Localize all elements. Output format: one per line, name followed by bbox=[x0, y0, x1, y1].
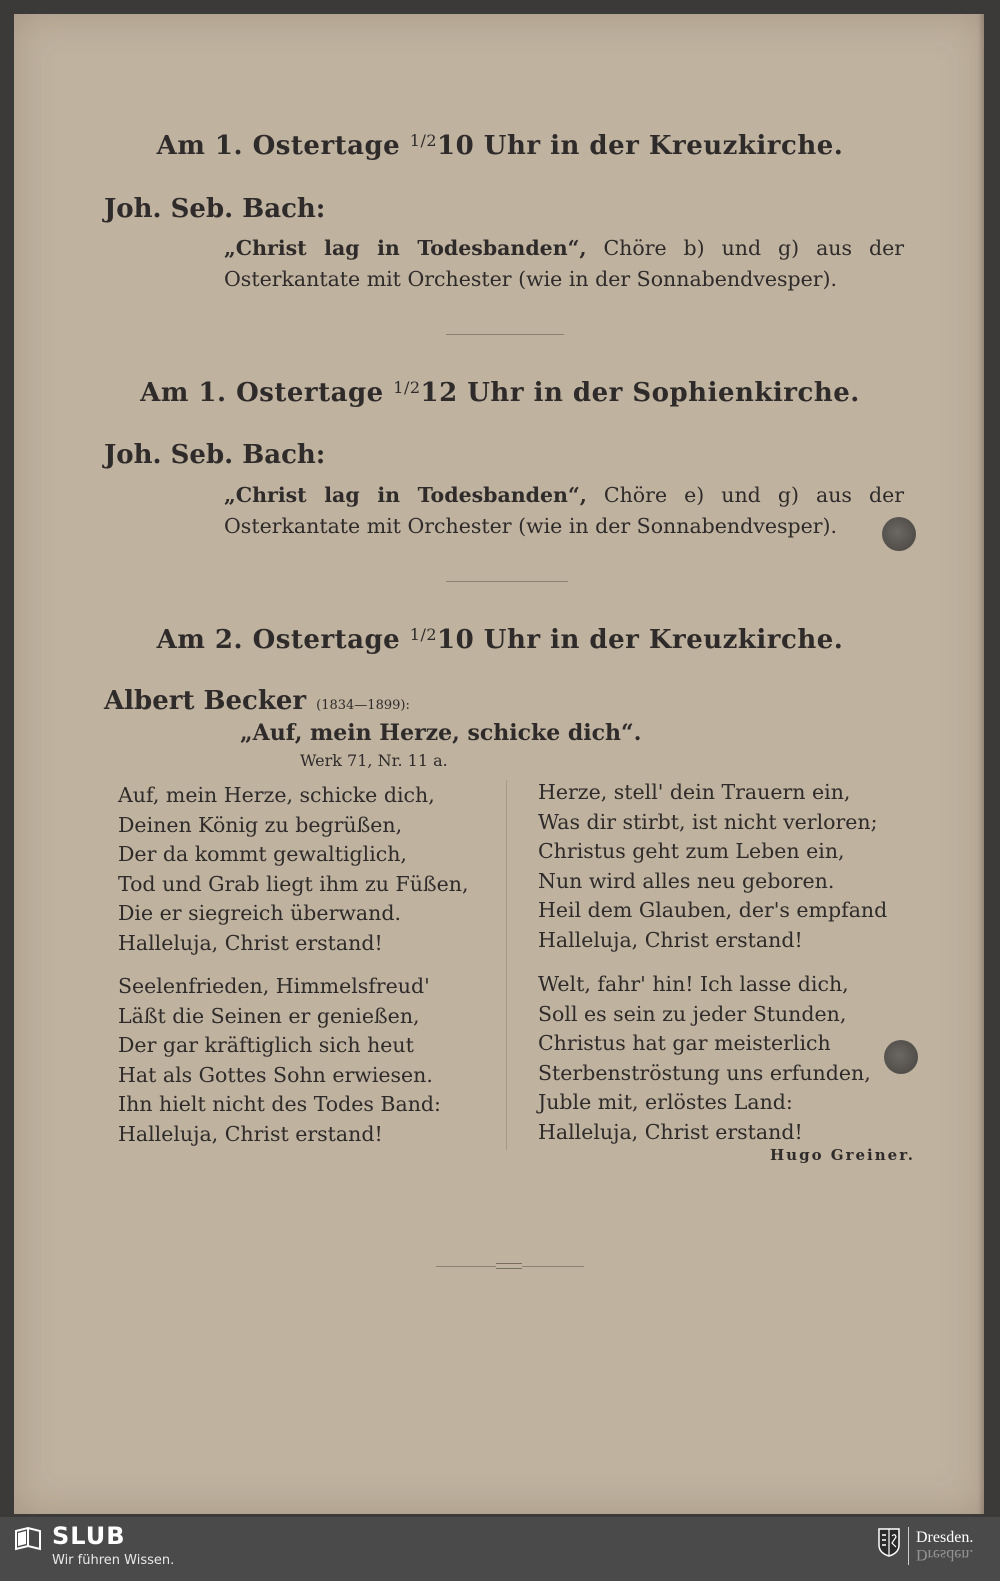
section-1-work-title: „Christ lag in Todesbanden“, bbox=[224, 236, 587, 260]
verse-line: Christus geht zum Leben ein, bbox=[538, 839, 845, 864]
paper-stain bbox=[884, 1040, 918, 1074]
section-divider bbox=[446, 334, 564, 335]
section-3-composer-dates: (1834—1899): bbox=[316, 698, 410, 713]
verse-line: Halleluja, Christ erstand! bbox=[538, 927, 803, 952]
end-ornament bbox=[496, 1263, 522, 1269]
section-1-description bbox=[224, 233, 904, 295]
verse-line: Halleluja, Christ erstand! bbox=[118, 1121, 383, 1146]
section-1-heading-pre: Am 1. Ostertage bbox=[156, 131, 410, 161]
section-3-heading-fraction: 1/2 bbox=[409, 625, 438, 644]
verse-line: Hat als Gottes Sohn erwiesen. bbox=[118, 1062, 433, 1087]
verse-line: Halleluja, Christ erstand! bbox=[118, 930, 383, 955]
verse-line: Ihn hielt nicht des Todes Band: bbox=[118, 1092, 441, 1117]
verse-line: Tod und Grab liegt ihm zu Füßen, bbox=[118, 871, 469, 896]
end-rule-left bbox=[436, 1266, 496, 1267]
verse-line: Halleluja, Christ erstand! bbox=[538, 1119, 803, 1144]
verse-line: Welt, fahr' hin! Ich lasse dich, bbox=[538, 972, 849, 996]
verse-line: Der da kommt gewaltiglich, bbox=[118, 842, 407, 867]
slub-tagline: Wir führen Wissen. bbox=[52, 1553, 175, 1568]
verse-line: Juble mit, erlöstes Land: bbox=[538, 1090, 793, 1115]
section-2-heading-post: 12 Uhr in der Sophienkirche. bbox=[420, 378, 860, 408]
work-number: Werk 71, Nr. 11 a. bbox=[300, 751, 448, 770]
verse-left-1 bbox=[118, 781, 468, 959]
verse-line: Herze, stell' dein Trauern ein, bbox=[538, 780, 851, 804]
dresden-crest-icon bbox=[878, 1527, 900, 1557]
section-3-heading bbox=[0, 625, 1000, 655]
section-1-heading bbox=[0, 131, 1000, 161]
end-rule-right bbox=[522, 1266, 584, 1267]
section-2-work-details: Chöre e) und g) aus der Osterkantate mit Orchester (wie in der Sonnabendvesper). bbox=[224, 483, 905, 538]
verse-line: Sterbenströstung uns erfunden, bbox=[538, 1060, 871, 1085]
verse-line: Auf, mein Herze, schicke dich, bbox=[118, 783, 435, 807]
section-1-work-details: Chöre b) und g) aus der Osterkantate mit Orchester (wie in der Sonnabendvesper). bbox=[224, 236, 905, 291]
verse-line: Heil dem Glauben, der's empfand bbox=[538, 898, 888, 923]
verse-line: Der gar kräftiglich sich heut bbox=[118, 1033, 414, 1058]
section-2-composer: Joh. Seb. Bach: bbox=[104, 440, 326, 470]
section-2-heading-pre: Am 1. Ostertage bbox=[140, 378, 394, 408]
verse-line: Christus hat gar meisterlich bbox=[538, 1031, 831, 1056]
verse-line: Was dir stirbt, ist nicht verloren; bbox=[538, 809, 878, 834]
verse-right-1 bbox=[538, 778, 887, 956]
verse-line: Deinen König zu begrüßen, bbox=[118, 812, 403, 837]
section-3-composer bbox=[104, 686, 410, 716]
dresden-logo-reflection: Dresden. bbox=[916, 1546, 974, 1563]
verse-author: Hugo Greiner. bbox=[770, 1146, 915, 1164]
paper-stain bbox=[882, 517, 916, 551]
footer-bar bbox=[0, 1517, 1000, 1581]
slub-logo-text: SLUB bbox=[52, 1522, 126, 1550]
verse-line: Seelenfrieden, Himmelsfreud' bbox=[118, 974, 430, 998]
footer-divider bbox=[908, 1527, 909, 1565]
section-divider bbox=[446, 581, 568, 582]
verse-right-2 bbox=[538, 970, 871, 1148]
section-2-heading bbox=[0, 378, 1000, 408]
verse-line: Nun wird alles neu geboren. bbox=[538, 868, 835, 893]
verse-line: Die er siegreich überwand. bbox=[118, 901, 401, 926]
verse-line: Läßt die Seinen er genießen, bbox=[118, 1003, 420, 1028]
slub-logo-icon bbox=[14, 1525, 42, 1553]
section-1-heading-post: 10 Uhr in der Kreuzkirche. bbox=[437, 131, 844, 161]
section-3-heading-pre: Am 2. Ostertage bbox=[156, 625, 410, 655]
verse-line: Soll es sein zu jeder Stunden, bbox=[538, 1001, 847, 1026]
section-3-composer-name: Albert Becker bbox=[104, 686, 307, 716]
page-edge-shadow bbox=[978, 14, 984, 1514]
song-title: „Auf, mein Herze, schicke dich“. bbox=[240, 720, 642, 746]
dresden-logo-text: Dresden. bbox=[916, 1529, 974, 1546]
section-2-heading-fraction: 1/2 bbox=[393, 378, 421, 397]
verse-left-2 bbox=[118, 972, 441, 1150]
section-1-heading-fraction: 1/2 bbox=[409, 131, 438, 150]
section-3-heading-post: 10 Uhr in der Kreuzkirche. bbox=[437, 625, 844, 655]
section-1-composer: Joh. Seb. Bach: bbox=[104, 194, 326, 224]
verse-column-divider bbox=[506, 780, 507, 1150]
section-2-description bbox=[224, 480, 904, 542]
section-2-work-title: „Christ lag in Todesbanden“, bbox=[224, 483, 587, 507]
